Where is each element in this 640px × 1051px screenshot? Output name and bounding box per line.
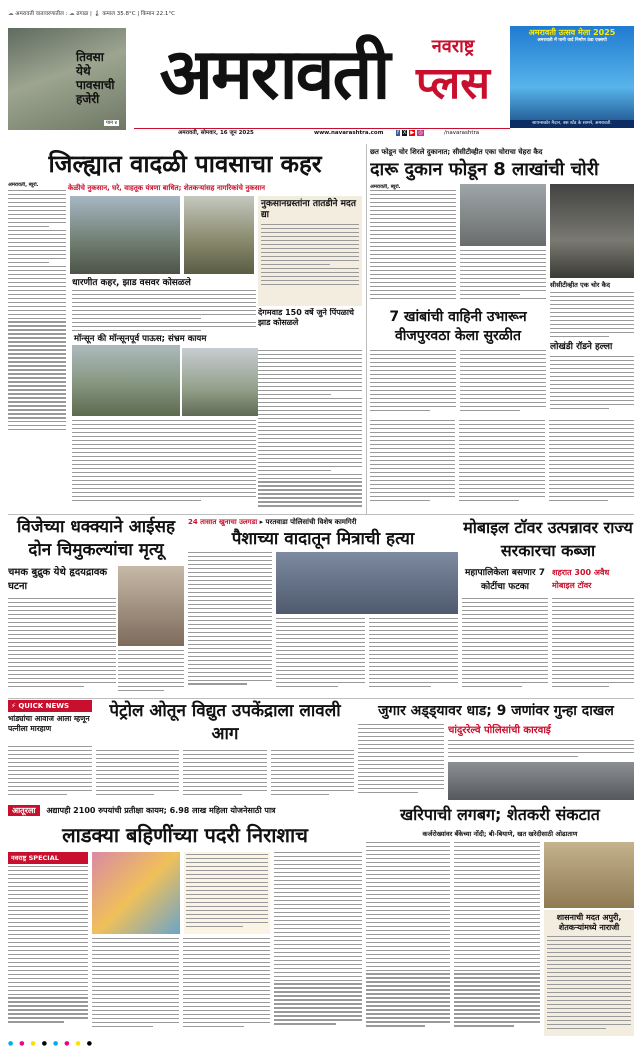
storm-caption-1: धारणीत कहर, झाड वसवर कोसळले [72, 278, 191, 288]
murder-text-2 [276, 618, 458, 696]
quick-news-label: ⚡ QUICK NEWS [8, 700, 92, 712]
deaths-photo [118, 566, 184, 646]
gambling-headline: जुगार अड्ड्यावर धाड; 9 जणांवर गुन्हा दाखल [378, 703, 614, 719]
petrol-headline: पेट्रोल ओतून विद्युत उपकेंद्राला लावली आग [109, 701, 341, 744]
murder-headline: पैशाच्या वादातून मित्राची हत्या [231, 529, 415, 549]
storm-photo-1 [70, 196, 180, 274]
theft-photo [460, 184, 546, 246]
deaths-text [8, 598, 116, 696]
power-headline: 7 खांबांची वाहिनी उभारून वीजपुरवठा केला सुरळीत [389, 309, 527, 344]
top-story-col1: अमरावती, ब्यूरो. [8, 182, 66, 512]
theft-headline: दारू दुकान फोडून 8 लाखांची चोरी [370, 159, 599, 180]
deaths-sub: चमक बुद्रुक येथे हृदयद्रावक घटना [8, 567, 108, 592]
tower-headline: मोबाइल टॉवर उत्पन्नावर राज्य सरकारचा कब्जा [463, 518, 633, 560]
teaser-photo: तिवसा येथे पावसाची हजेरी पान ४ [8, 28, 126, 130]
update-strip: आतूरला अद्यापही 2100 रुपयांची प्रतीक्षा कायम; 6.98 लाख महिला योजनेसाठी पात्र [8, 803, 362, 819]
thermometer-icon: 🌡 [93, 11, 101, 17]
tower-text-2 [552, 598, 634, 696]
murder-photo [276, 552, 458, 614]
tree-box: देगमवाड 150 वर्षे जुने पिंपळाचे झाड कोसळले [258, 308, 355, 327]
theft-text-3 [550, 292, 634, 340]
brand-logo: नवराष्ट्र प्लस [416, 36, 490, 109]
storm-photo-3 [72, 336, 180, 416]
promo-banner[interactable]: अमरावती उत्सव मेला 2025 अमरावती में पानी वार्द निर्माण ठंडा एक्सपो सायन्सकोर मैदान, बस स्टँड के सामने, अमरावती. [510, 26, 634, 128]
divider [366, 144, 367, 514]
ladki-text-2 [184, 852, 270, 934]
storm-photo-4 [182, 348, 258, 416]
divider [8, 514, 634, 515]
instagram-icon[interactable]: ◎ [418, 130, 424, 136]
theft-sub: सीसीटीव्हीत एक चोर कैद [550, 281, 611, 289]
storm-text-2 [258, 350, 362, 510]
right-col-text [370, 420, 634, 512]
kharip-sub: कर्जरोख्यांवर बँकेच्या नोंदी; बी-बियाणे, खत खरेदीसाठी ओढाताण [422, 830, 578, 838]
website-link[interactable]: www.navarashtra.com [314, 130, 384, 136]
weather-cloud-icon: ☁ [8, 11, 14, 17]
cctv-photo [550, 184, 634, 278]
power-text-2 [460, 350, 546, 416]
murder-text [188, 552, 272, 696]
weather-strip: ☁ अमरावती वातावरणातील : ☁ ढगाळ | 🌡 कमाल 35.8°C | किमान 22.1°C [8, 11, 175, 17]
deaths-headline: विजेच्या धक्क्याने आईसह दोन चिमुकल्यांचा मृत्यू [16, 517, 176, 560]
theft-text-2 [460, 250, 546, 304]
storm-text-3 [72, 420, 256, 512]
tower-text [462, 598, 548, 696]
top-story-kicker: केळीचे नुकसान, घरे, वाहतूक यंत्रणा बाधित; शेतकऱ्यांसह नागरिकांचे नुकसान [68, 184, 266, 192]
ladki-text-3 [274, 852, 362, 1036]
social-icons[interactable] [396, 129, 424, 138]
kharip-photo [544, 842, 634, 908]
deaths-text-2 [118, 650, 184, 696]
dateline: अमरावती, सोमवार, 16 जून 2025 [178, 130, 254, 136]
gambling-sub: चांदुररेल्वे पोलिसांची कारवाई [448, 725, 551, 736]
gambling-text-2 [448, 740, 634, 760]
bolt-icon: ⚡ [11, 702, 16, 710]
kharip-headline: खरिपाची लगबग; शेतकरी संकटात [400, 805, 600, 824]
tower-side: शहरात 300 अवैध मोबाइल टॉवर [552, 568, 610, 590]
ladki-headline: लाडक्या बहिणींच्या पदरी निराशाच [62, 823, 308, 847]
theft-kicker: छत फोडून चोर शिरले दुकानात; सीसीटीव्हीत एका चोराचा चेहरा कैद [370, 148, 543, 156]
kharip-text [366, 842, 450, 1036]
ladki-photo [92, 852, 180, 934]
quick-text [8, 746, 92, 800]
murder-kicker: 24 तासात खुनाचा उलगडा ▸ परतवाडा पोलिसांची विशेष कामगिरी [188, 518, 357, 526]
special-badge: नवराष्ट्र SPECIAL [8, 852, 88, 864]
top-story-headline: जिल्ह्यात वादळी पावसाचा कहर [48, 150, 322, 178]
ladki-text-4 [92, 938, 270, 1036]
x-icon[interactable]: X [402, 130, 407, 136]
storm-photo-2 [184, 196, 254, 274]
masthead-title: अमरावती [159, 33, 389, 115]
kharip-text-2 [454, 842, 540, 1036]
robbery-headline: लोखंडी रॉडने हल्ला [550, 342, 613, 352]
social-handle[interactable]: /navarashtra [444, 130, 480, 136]
govt-box: शासनाची मदत अपुरी, शेतकऱ्यांमध्ये नाराजी [544, 910, 634, 1036]
youtube-icon[interactable]: ▶ [410, 130, 415, 136]
storm-caption-2: मॉन्सून की मॉन्सूनपूर्व पाऊस; संभ्रम कायम [72, 333, 256, 345]
robbery-text [550, 356, 634, 416]
ladki-text [8, 866, 88, 1036]
page-number: पान ४ [106, 120, 118, 126]
quick-headline: भांड्यांचा आवाज आला म्हणून पत्नीला मारहाण [8, 714, 90, 733]
theft-text: अमरावती, ब्यूरो. [370, 184, 456, 304]
gambling-text [358, 724, 444, 800]
power-text [370, 350, 456, 416]
tower-sub: महापालिकेला बसणार 7 कोटींचा फटका [465, 568, 545, 592]
gambling-photo [448, 762, 634, 800]
storm-text-1 [72, 290, 256, 334]
petrol-text [96, 750, 354, 800]
divider [8, 698, 634, 699]
registration-marks: ● ● ● ● ● ● ● ● [8, 1040, 92, 1047]
dateline-bar [134, 128, 510, 138]
storm-box: नुकसानग्रस्तांना तातडीने मदत द्या [258, 196, 362, 306]
facebook-icon[interactable]: f [397, 130, 399, 136]
